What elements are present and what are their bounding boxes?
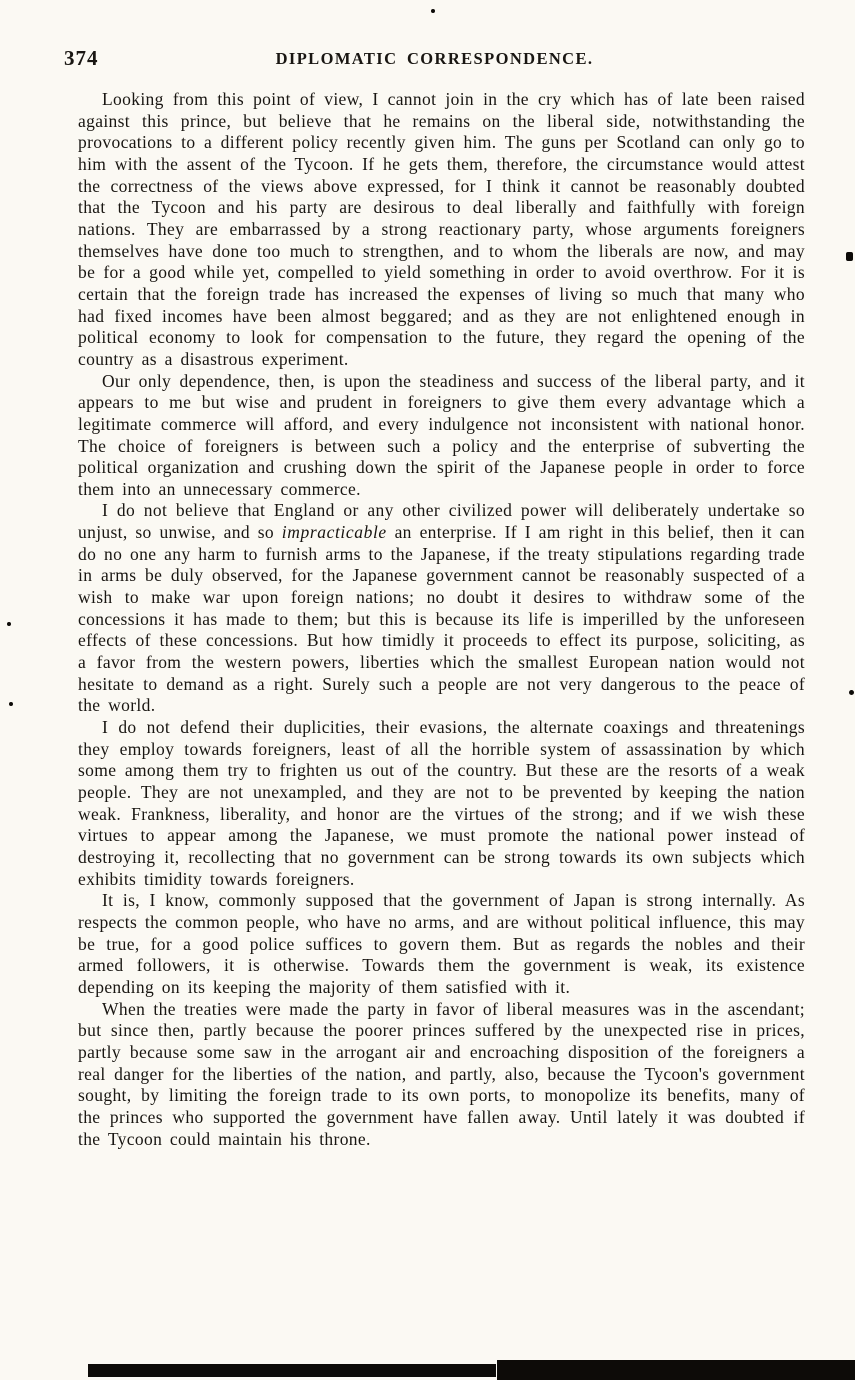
paragraph [78, 890, 805, 998]
text-segment: Our only dependence, then, is upon the steadiness and success of the liberal party, and it appears to me but wise and prudent in foreigners to give them every advantage which a legitimate commerce will afford, and every indulgence not inconsistent with national honor. The choice of foreigners is between such a policy and the enterprise of subverting the political organization and crushing down the spirit of the Japanese people in order to force them into an unnecessary commerce. [78, 370, 805, 499]
paragraph [78, 999, 805, 1151]
scan-artifact-bar [88, 1364, 496, 1377]
page-number: 374 [64, 46, 99, 70]
text-segment: When the treaties were made the party in favor of liberal measures was in the ascendant; but since then, partly because the poorer princes suffered by the unexpected rise in prices, partly because some saw in the arrogant air and encroaching disposition of the foreigners a real danger for the liberties of the nation, and partly, also, because the Tycoon's government sought, by limiting the foreign trade to its own ports, to monopolize its benefits, many of the princes who supported the government have fallen away. Until lately it was doubted if the Tycoon could maintain his throne. [78, 998, 805, 1149]
scan-artifact-speck [846, 252, 853, 261]
scan-artifact-speck [7, 622, 11, 626]
text-segment: I do not defend their duplicities, their evasions, the alternate coaxings and threatenings they employ towards foreigners, least of all the horrible system of assassination by which some among them try to frighten us out of the country. But these are the resorts of a weak people. They are not unexampled, and they are not to be prevented by keeping the nation weak. Frankness, liberality, and honor are the virtues of the strong; and if we wish these virtues to appear among the Japanese, we must promote the national power instead of destroying it, recollecting that no government can be strong towards its own subjects which exhibits timidity towards foreigners. [78, 717, 805, 889]
scan-artifact-speck [431, 9, 435, 13]
paragraph [78, 371, 805, 501]
paragraph [78, 500, 805, 717]
scan-artifact-bar [497, 1360, 855, 1380]
text-segment: It is, I know, commonly supposed that the government of Japan is strong internally. As respects the common people, who have no arms, and are without political influence, this may be true, for a good police suffices to govern them. But as regards the nobles and their armed followers, it is otherwise. Towards them the government is weak, its existence depending on its keeping the majority of them satisfied with it. [78, 890, 805, 997]
scan-artifact-speck [9, 702, 13, 706]
scan-artifact-speck [849, 690, 854, 695]
text-segment: Looking from this point of view, I cannot join in the cry which has of late been raised against this prince, but believe that he remains on the liberal side, notwithstanding the provocations to a different policy recently given him. The guns per Scotland can only go to him with the assent of the Tycoon. If he gets them, therefore, the circumstance would attest the correctness of the views above expressed, for I think it cannot be reasonably doubted that the Tycoon and his party are desirous to deal liberally and faithfully with foreign nations. They are embarrassed by a strong reactionary party, whose arguments foreigners themselves have done too much to strengthen, and to whom the liberals are now, and may be for a good while yet, compelled to yield something in order to avoid overthrow. For it is certain that the foreign trade has increased the expenses of living so much that many who had fixed incomes have been almost beggared; and as they are not enlightened enough in political economy to look for compensation to the future, they regard the opening of the country as a disastrous experiment. [78, 89, 805, 369]
paragraph [78, 89, 805, 371]
text-segment: an enterprise. If I am right in this belief, then it can do no one any harm to furnish arms to the Japanese, if the treaty stipulations regarding trade in arms be duly observed, for the Japanese government cannot be reasonably suspected of a wish to make war upon foreign nations; no doubt it desires to withdraw some of the concessions it has made to them; but this is because its life is imperilled by the unforeseen effects of these concessions. But how timidly it proceeds to effect its purpose, soliciting, as a favor from the western powers, liberties which the smallest European nation would not hesitate to demand as a right. Surely such a people are not very dangerous to the peace of the world. [78, 522, 805, 716]
text-segment: I do not believe that England or any other civilized power will deliberately undertake so unjust, so unwise, and so [78, 500, 805, 543]
page-body [78, 89, 805, 1150]
italic-text: impracticable [281, 522, 387, 543]
running-title: DIPLOMATIC CORRESPONDENCE. [275, 49, 594, 68]
paragraph [78, 717, 805, 890]
page-header [64, 46, 805, 72]
